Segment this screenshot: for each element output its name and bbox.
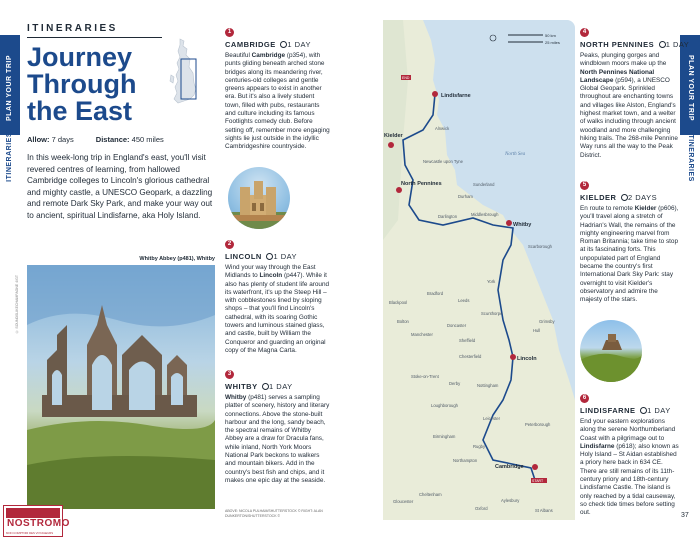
allow-value: 7 days (51, 135, 74, 144)
stop-number-badge: 5 (580, 181, 589, 190)
town-label: Oxford (475, 506, 488, 511)
stop-days: 1 DAY (273, 252, 298, 261)
stop-text-rest: (p594), a UNESCO Global Geopark. Sprinkled throughout are enchanting towns and villages like Alston, England's highest market town, and a welter of walks including through ancient woodland and more challenging hiking trails. The 268-mile Pennine Way runs all the way to the Peak District. (580, 76, 678, 159)
town-label: Grimsby (539, 319, 555, 324)
town-label: Loughborough (431, 403, 459, 408)
town-label: Scarborough (528, 244, 552, 249)
map-label-cambridge: Cambridge (495, 464, 524, 470)
lindisfarne-castle-photo (580, 320, 642, 382)
map-label-kielder: Kielder (384, 133, 403, 139)
stop-text-bold: Whitby (225, 394, 247, 401)
left-side-tab (0, 0, 20, 539)
stop-description (225, 394, 330, 485)
intro-paragraph: In this week-long trip in England's east, you'll visit revered centres of learning, from hallowed Cambridge colleges to Lincoln's glorious cathedral and mighty castle, a UNESCO Geopark, a dazzling and remote Dark Sky Park, and make your way out to ancient, spiritual Lindisfarne, aka Holy Island. (27, 153, 213, 220)
town-label: Leicester (483, 416, 500, 421)
town-label: Stoke-on-Trent (411, 374, 439, 379)
stop-text-lead: End your eastern explorations along the serene Northumberland Coast with a pilgrimage out to (580, 418, 676, 442)
town-label: Durham (458, 194, 473, 199)
left-tab-itineraries-label: ITINERARIES (6, 132, 13, 182)
left-tab-plan-label: PLAN YOUR TRIP (6, 55, 13, 121)
stop-description (580, 52, 680, 160)
right-tab-itineraries-label: ITINERARIES (687, 132, 694, 182)
town-label: Bolton (397, 319, 409, 324)
logo-tagline: MON COMPTOIR DES VOYAGEURS (6, 531, 54, 535)
town-label: Newcastle upon Tyne (423, 159, 463, 164)
map-label-whitby: Whitby (513, 222, 532, 228)
stop-north-pennines (580, 20, 690, 160)
town-label: Scunthorpe (481, 311, 503, 316)
town-label: Doncaster (447, 323, 467, 328)
stop-description (580, 418, 680, 518)
stop-text-bold: Lincoln (259, 272, 283, 280)
town-label: Birmingham (433, 434, 456, 439)
whitby-abbey-photo (27, 265, 215, 509)
stop-number-badge: 1 (225, 28, 234, 37)
stop-text-bold: North Pennines National Landscape (580, 68, 655, 84)
photo-credit: © SOUNDSLIKECHAMPAGNE 4/GT (15, 275, 19, 334)
cathedral-illustration (228, 167, 290, 229)
stop-name: WHITBY (225, 382, 258, 391)
town-label: Northampton (453, 458, 478, 463)
town-label: Chesterfield (459, 354, 482, 359)
stop-text-rest: (p606), you'll travel along a stretch of Hadrian's Wall, the remains of the mighty engineering marvel from Roman Britannia; take time to stop at its fascinating forts. This unpopulated part of England became the country's first International Dark Sky Park: stay overnight to visit Kielder's observatory and admire the majesty of the stars. (580, 205, 679, 304)
stop-text-rest: (p481) serves a sampling platter of scenery, history and literary connections. Above the stone-built harbour and the long, sandy beach, the spectral remains of Whitby Abbey are a draw for Dracula fans, while inland, North York Moors National Park beckons to walkers and mountain bikers. Add in the country's best fish and chips, and it makes one epic day at the seaside. (225, 394, 330, 484)
logo-band (6, 508, 60, 518)
map-label-lincoln: Lincoln (517, 356, 537, 362)
map-label-north-pennines: North Pennines (401, 181, 442, 187)
stop-kielder (580, 173, 680, 305)
nostromo-logo (3, 505, 70, 537)
stop-text-bold: Lindisfarne (580, 442, 615, 450)
town-label: Sunderland (473, 182, 495, 187)
right-side-tab (680, 0, 700, 539)
clock-icon (262, 383, 269, 390)
allow-label: Allow: (27, 135, 50, 144)
stop-number-badge: 6 (580, 394, 589, 403)
stop-text-lead: En route to remote (580, 205, 635, 212)
castle-illustration (580, 320, 642, 382)
lincoln-cathedral-photo (228, 167, 290, 229)
town-label: Middlesbrough (471, 212, 499, 217)
stop-name: KIELDER (580, 193, 617, 202)
town-label: Derby (449, 381, 461, 386)
distance-label: Distance: (95, 135, 130, 144)
logo-name: NOSTROMO (7, 518, 70, 529)
stop-days: 1 DAY (269, 382, 293, 391)
stop-text-rest: (p447). While it also has plenty of student life around its waterfront, it's up the Steep Hill – with cobblestones lined by sloping shops – that you'll find Lincoln's cathedral, with its soaring Gothic towers and luminous stained glass, and castle, built by William the Conqueror and guarding an original copy of the Magna Carta. (225, 272, 330, 354)
stop-lindisfarne (580, 386, 680, 518)
sea-label: North Sea (505, 152, 526, 157)
clock-icon (621, 194, 628, 201)
stop-number-badge: 3 (225, 370, 234, 379)
town-label: Darlington (438, 214, 458, 219)
distance-value: 450 miles (131, 135, 164, 144)
map-start-marker: START (532, 479, 544, 483)
route-map (383, 20, 575, 520)
stop-description (225, 52, 330, 152)
town-label: Cheltenham (419, 492, 442, 497)
town-label: Leeds (458, 298, 470, 303)
town-label: Aylesbury (501, 498, 520, 503)
map-end-marker: END (402, 76, 410, 80)
town-label: Blackpool (389, 300, 408, 305)
town-label: Peterborough (525, 422, 551, 427)
section-kicker: ITINERARIES (27, 23, 162, 38)
map-label-lindisfarne: Lindisfarne (441, 93, 471, 99)
uk-locator-map-icon (168, 37, 198, 112)
stop-number-badge: 2 (225, 240, 234, 249)
stop-text-lead: Peaks, plunging gorges and windblown moors make up the (580, 52, 667, 68)
town-label: Rugby (473, 444, 486, 449)
town-label: St Albans (535, 508, 553, 513)
stop-description (225, 264, 330, 355)
scale-miles: 25 miles (545, 40, 560, 45)
stop-text-bold: Cambridge (251, 52, 286, 59)
page-title: Journey Through the East (27, 42, 137, 126)
stop-description (580, 205, 680, 305)
scale-km: 50 km (545, 33, 556, 38)
town-label: Manchester (411, 332, 433, 337)
town-label: Hull (533, 328, 541, 333)
stop-text-rest: (p618); also known as Holy Island – St Aidan established a priory here back in 634 CE. There are still remains of its 11th-century priory and 18th-century Lindisfarne Castle. The island is only reached by a tidal causeway, so check tide times before setting out. (580, 442, 679, 517)
abbey-ruins-illustration (27, 265, 215, 509)
photo-caption: Whitby Abbey (p481), Whitby (139, 256, 215, 262)
town-label: Bradford (427, 291, 444, 296)
stop-name: LINDISFARNE (580, 406, 636, 415)
town-label: York (487, 279, 496, 284)
stop-text-lead: Wind your way through the East Midlands to (225, 264, 316, 280)
town-label: Gloucester (393, 499, 414, 504)
stop-name: NORTH PENNINES (580, 40, 655, 49)
town-label: Nottingham (477, 383, 499, 388)
trip-meta (27, 135, 184, 144)
stop-cambridge (225, 20, 330, 152)
clock-icon (659, 41, 666, 48)
stop-days: 1 DAY (665, 40, 690, 49)
stop-name: LINCOLN (225, 252, 262, 261)
stop-whitby (225, 362, 330, 485)
town-label: Alnwick (435, 126, 450, 131)
stop-text-lead: Beautiful (225, 52, 252, 59)
stop-days: 2 DAYS (628, 193, 658, 202)
town-label: Sheffield (459, 338, 476, 343)
page-number: 37 (681, 512, 689, 519)
stop-days: 1 DAY (287, 40, 311, 49)
stop-text-bold: Kielder (634, 205, 657, 212)
photo-credits: ABOVE: NICOLA PULHAM/SHUTTERSTOCK © RIGHT: ALAN DUNKERTON/SHUTTERSTOCK © (225, 509, 323, 518)
stop-name: CAMBRIDGE (225, 40, 276, 49)
stop-lincoln (225, 232, 330, 355)
stop-days: 1 DAY (647, 406, 671, 415)
stop-number-badge: 4 (580, 28, 589, 37)
stop-text-rest: (p354), with punts gliding beneath arched stone bridges along its meandering river, centuries-old colleges and gentle greens appears to exist in another era. But it's also a lively student town, filled with pubs, restaurants and culture including its famous Footlights comedy club. Before setting off, remember more engaging sights lie just outside in the idyllic Cambridgeshire countryside. (225, 52, 330, 151)
right-tab-plan-label: PLAN YOUR TRIP (687, 55, 694, 121)
